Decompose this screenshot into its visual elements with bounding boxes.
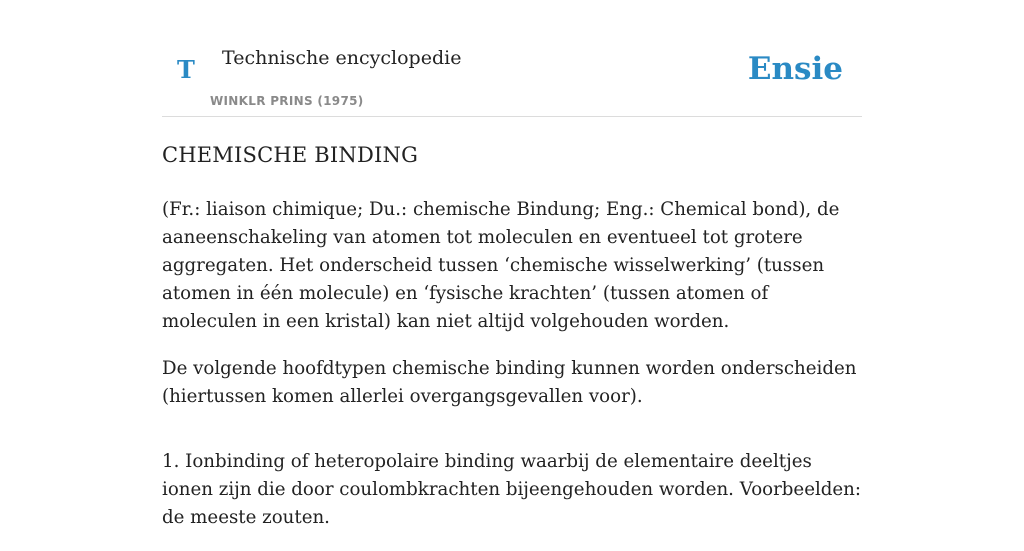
article-paragraph: (Fr.: liaison chimique; Du.: chemische Bindung; Eng.: Chemical bond), de aaneenschakeling van atomen tot moleculen en eventueel tot grotere aggregaten. Het onderscheid tussen ‘chemische wisselwerking’ (tussen atomen in één molecule) en ‘fysische krachten’ (tussen atomen of moleculen in een kristal) kan niet altijd volgehouden worden.: [162, 199, 840, 332]
article-paragraph: De volgende hoofdtypen chemische binding kunnen worden onderscheiden (hiertussen komen allerlei overgangsgevallen voor).: [162, 358, 857, 407]
article: [162, 140, 862, 551]
article-list-item: 1. Ionbinding of heteropolaire binding waarbij de elementaire deeltjes ionen zijn die door coulombkrachten bijeengehouden worden. Voorbeelden: de meeste zouten.: [162, 451, 862, 528]
brand-logo[interactable]: Ensie: [747, 51, 843, 87]
logo-icon[interactable]: T: [177, 55, 195, 84]
site-header: [162, 0, 862, 117]
source-label: WINKLR PRINS (1975): [210, 94, 364, 108]
site-title[interactable]: Technische encyclopedie: [222, 47, 462, 69]
article-title: CHEMISCHE BINDING: [162, 143, 419, 167]
